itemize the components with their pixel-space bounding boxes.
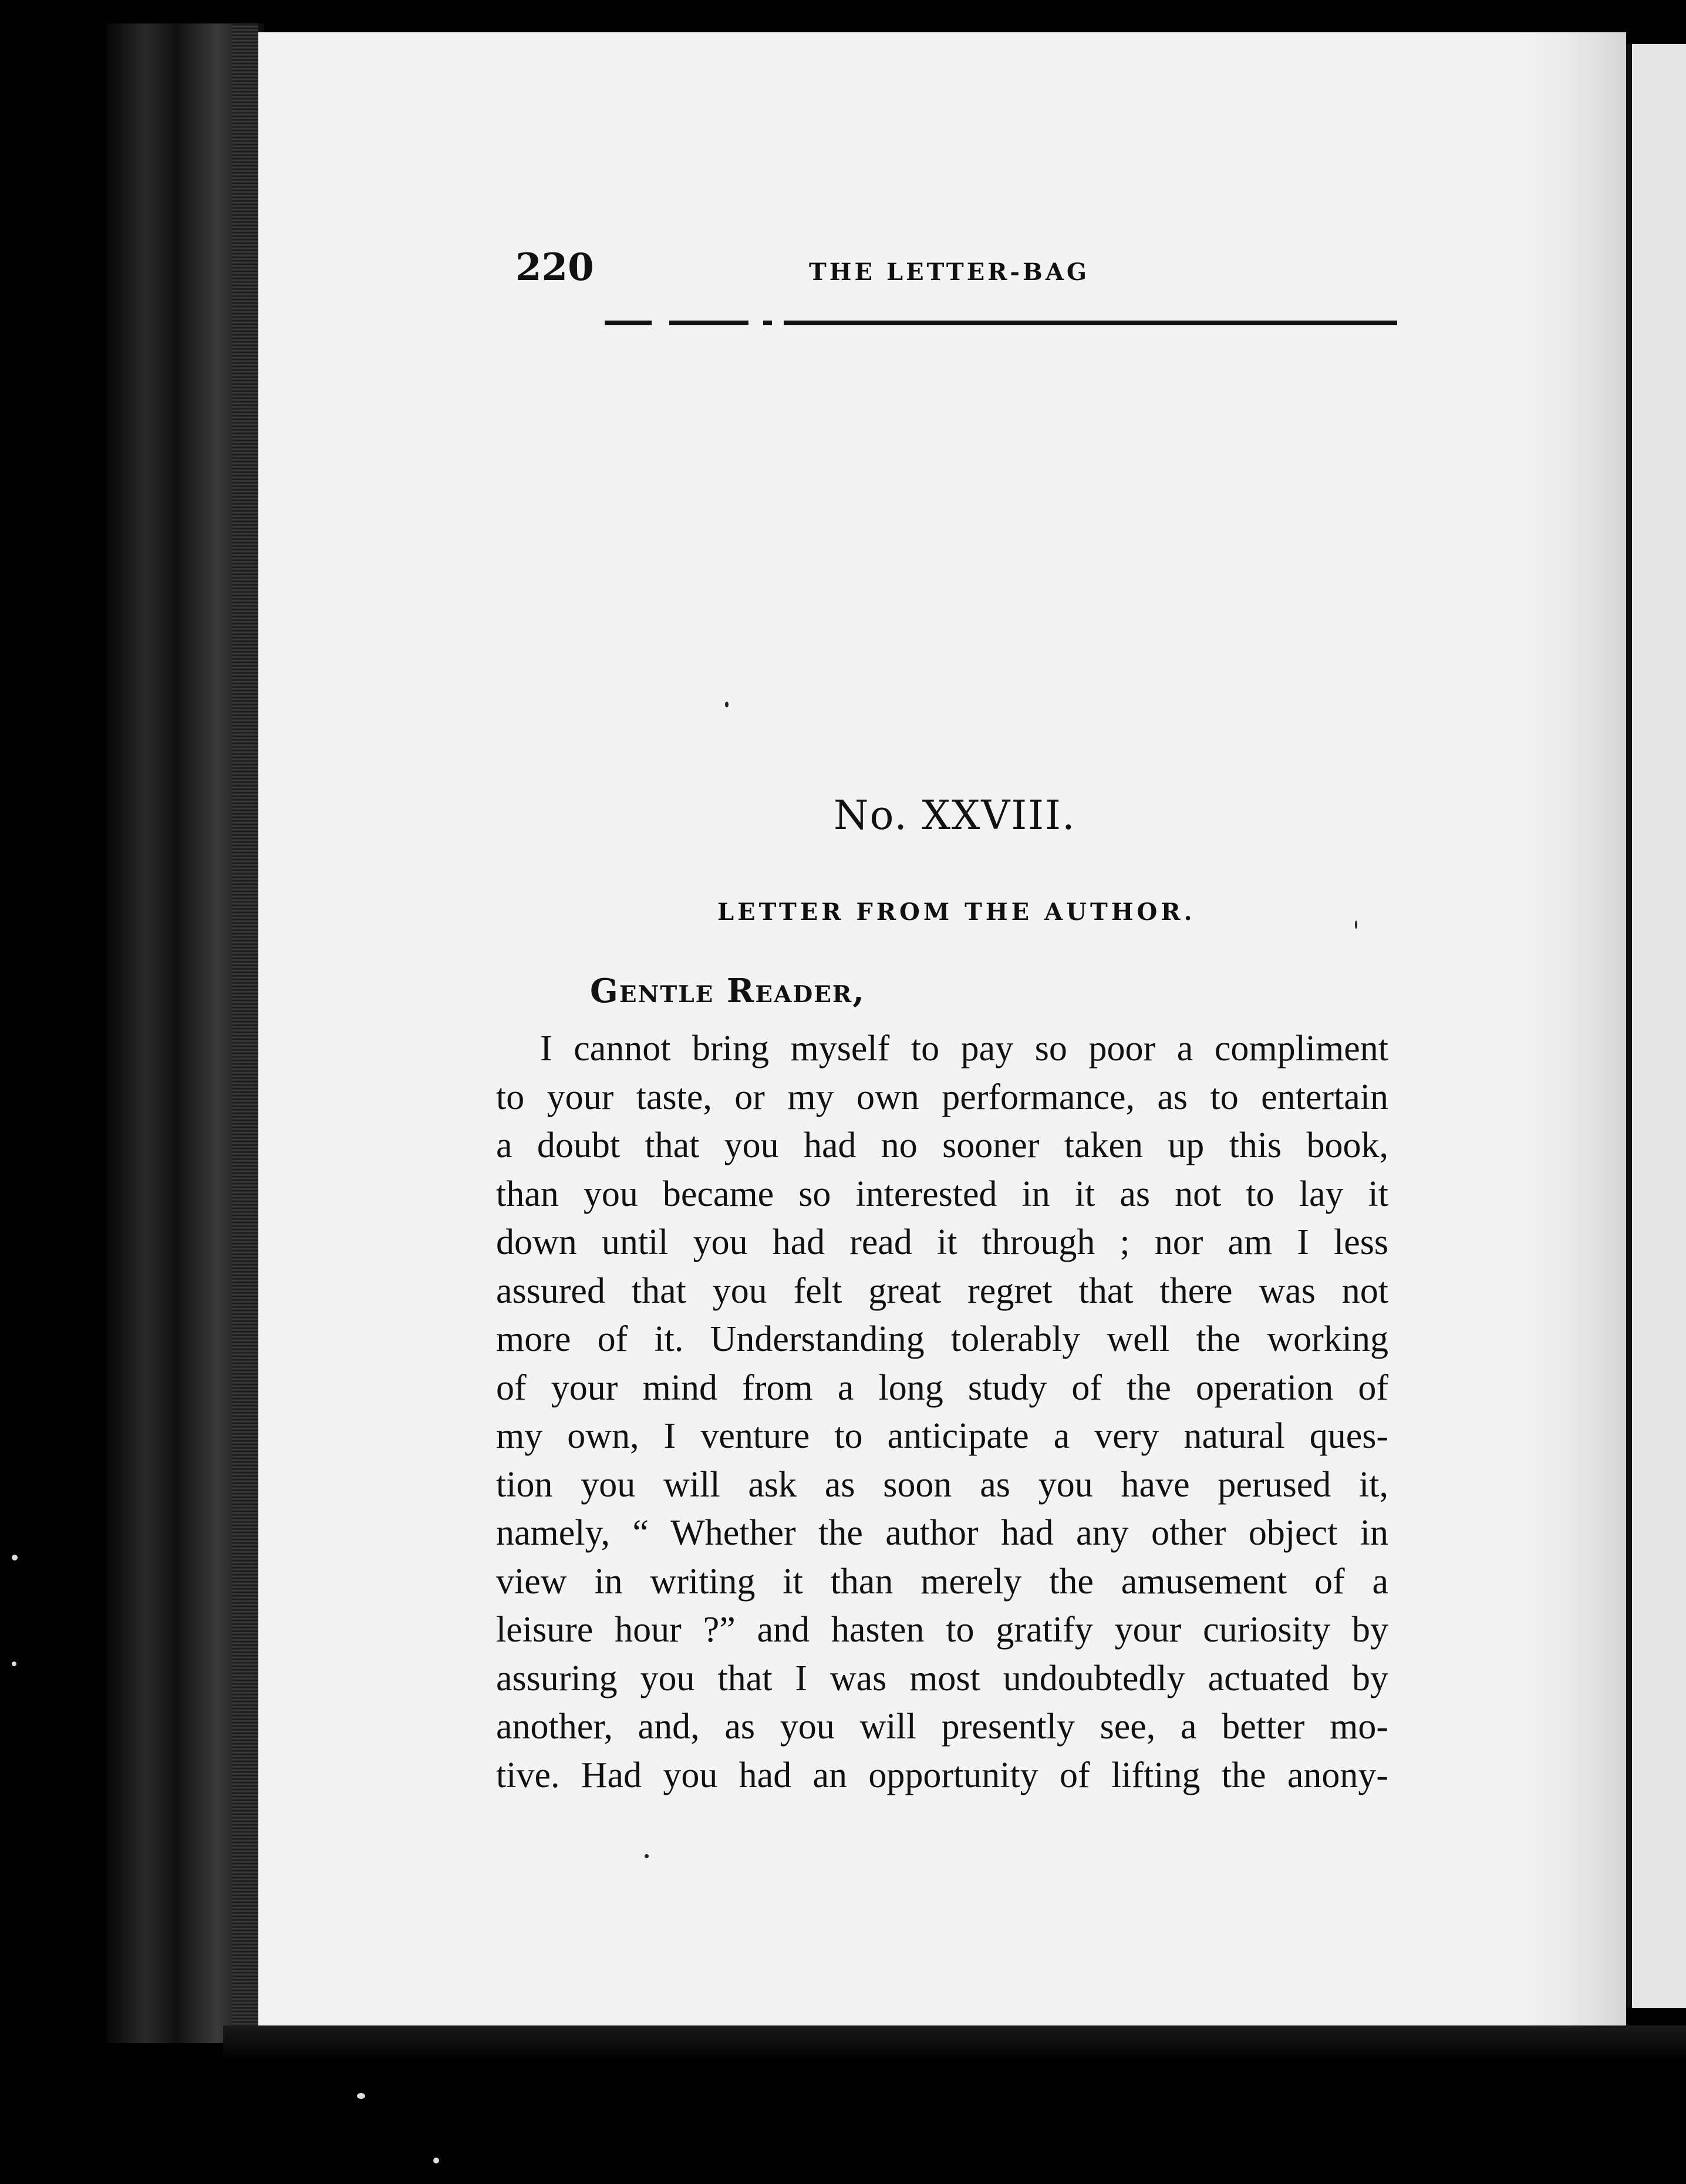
text-line: I cannot bring myself to pay so poor a compliment — [540, 1029, 1388, 1069]
text-line: view in writing it than merely the amusement of a — [496, 1561, 1388, 1602]
text-line: leisure hour ?” and hasten to gratify your curiosity by — [496, 1610, 1388, 1650]
text-line: down until you had read it through ; nor am I less — [496, 1222, 1388, 1262]
running-header — [515, 245, 1408, 304]
header-rule — [605, 321, 1397, 325]
text-line: tion you will ask as soon as you have perused it, — [496, 1464, 1388, 1505]
text-line: another, and, as you will presently see, a better mo- — [496, 1707, 1388, 1747]
page-number: 220 — [515, 245, 594, 289]
letter-number-heading: No. XXVIII. — [834, 793, 1076, 839]
running-title: THE LETTER-BAG — [809, 258, 1090, 286]
header-rule-gap — [772, 317, 784, 329]
letter-subheading: LETTER FROM THE AUTHOR. — [717, 898, 1196, 926]
text-line: assuring you that I was most undoubtedly actuated by — [496, 1658, 1388, 1698]
text-line: tive. Had you had an opportunity of lifting the anony- — [496, 1755, 1388, 1795]
header-rule-gap — [652, 317, 669, 329]
scan-speck — [357, 2093, 365, 2099]
text-line: to your taste, or my own performance, as to entertain — [496, 1077, 1388, 1117]
text-line: a doubt that you had no sooner taken up this book, — [496, 1125, 1388, 1165]
text-line: my own, I venture to anticipate a very natural ques- — [496, 1416, 1388, 1456]
scan-speck — [433, 2158, 439, 2163]
text-line: more of it. Understanding tolerably well the working — [496, 1319, 1388, 1359]
page-edges — [232, 23, 258, 2043]
text-line: than you became so interested in it as not to lay it — [496, 1174, 1388, 1214]
scan-speck — [12, 1661, 16, 1666]
facing-page-edge — [1626, 44, 1686, 2008]
page-gutter-shadow — [1515, 32, 1626, 2025]
header-rule-gap — [748, 317, 763, 329]
body-text — [496, 1024, 1388, 1799]
text-line: namely, “ Whether the author had any other object in — [496, 1513, 1388, 1553]
salutation: Gentle Reader, — [590, 972, 865, 1010]
scan-speck — [12, 1555, 18, 1561]
scan-speck — [725, 702, 729, 707]
text-line: of your mind from a long study of the operation of — [496, 1367, 1388, 1408]
page-bottom-edge — [223, 2025, 1686, 2061]
scan-speck — [1355, 921, 1357, 929]
text-line: assured that you felt great regret that there was not — [496, 1270, 1388, 1311]
scan-speck — [645, 1854, 649, 1858]
